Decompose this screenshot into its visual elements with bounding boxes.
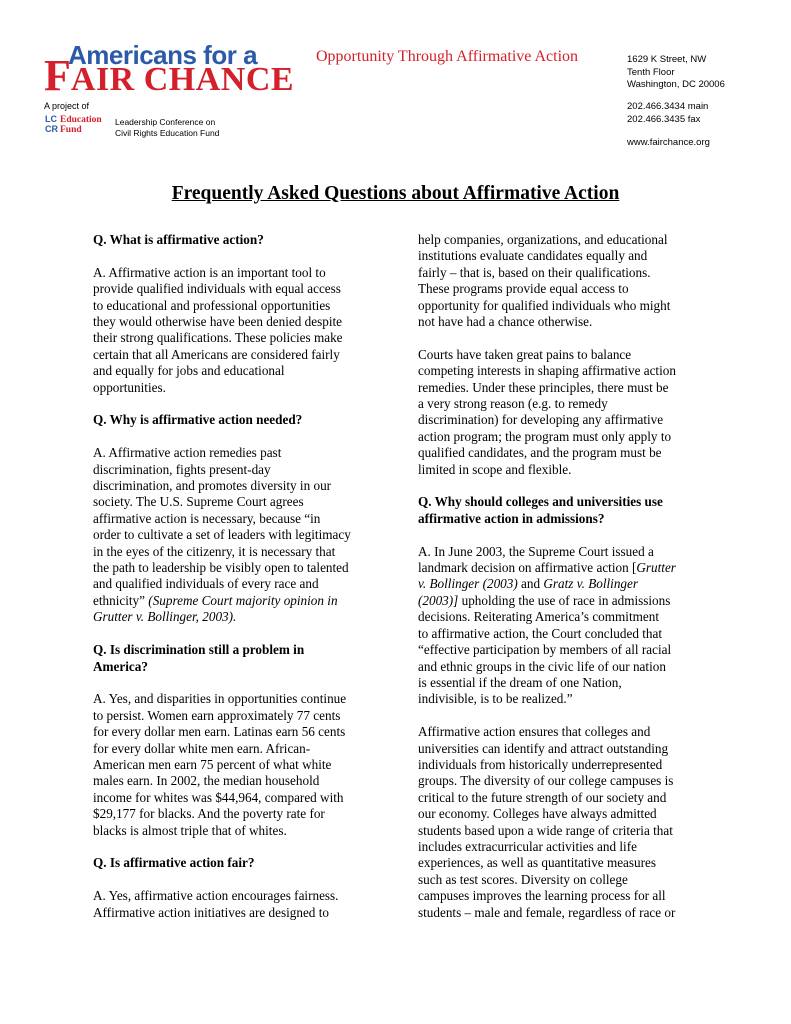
answer-line: society. The U.S. Supreme Court agrees (93, 494, 304, 510)
address-line: Washington, DC 20006 (627, 79, 725, 90)
answer-line: These programs provide equal access to (418, 281, 629, 297)
logo-americans-for-a: Americans for a (68, 40, 258, 70)
answer-line: Courts have taken great pains to balance (418, 346, 632, 362)
answer-line: such as test scores. Diversity on college (418, 871, 628, 887)
address-line: Tenth Floor (627, 66, 675, 78)
answer-line: remedies. Under these principles, there must be (418, 379, 669, 395)
question-line: Q. Why is affirmative action needed? (93, 412, 303, 428)
right-column (418, 232, 713, 937)
answer-colleges (418, 544, 713, 708)
answer-line: Affirmative action initiatives are designed to (93, 904, 329, 920)
answer-line: certain that all Americans are considered fairly (93, 346, 340, 362)
case-name: (2003)] (418, 592, 459, 608)
answer-line: students – male and female, regardless of race or (418, 904, 676, 920)
answer-line: competing interests in shaping affirmative action (418, 363, 676, 379)
citation: (Supreme Court majority opinion in (148, 592, 338, 608)
answer-line: indivisible, is to be realized.” (418, 691, 573, 707)
answer-line: and equally for jobs and educational (93, 363, 285, 379)
answer-line: opportunities. (93, 379, 166, 395)
answer-line (418, 593, 713, 609)
answer-line: groups. The diversity of our college campuses is (418, 773, 674, 789)
left-column (93, 232, 383, 937)
question-line: America? (93, 658, 148, 674)
lccr-name-line: Leadership Conference on (115, 117, 216, 127)
question-line: Q. What is affirmative action? (93, 232, 264, 247)
lccr-logo-lc: LC (45, 114, 57, 124)
lccr-logo (45, 114, 59, 136)
answer-line: and ethnic groups in the civic life of our nation (418, 658, 666, 674)
logo-fair-rest: AIR CHANCE (70, 61, 295, 98)
answer-line: A. Yes, and disparities in opportunities continue (93, 691, 347, 707)
answer-line: income for whites was $44,964, compared with (93, 789, 344, 805)
answer-line: qualified candidates, and the program must be (418, 445, 662, 461)
answer-line: blacks is almost triple that of whites. (93, 822, 287, 838)
fund-line: Fund (60, 125, 82, 135)
page-title: Frequently Asked Questions about Affirmative Action (171, 183, 620, 204)
answer-line: discrimination, fights present-day (93, 461, 271, 477)
answer-text: ethnicity” (93, 592, 149, 608)
answer-line: affirmative action is necessary, because “in (93, 510, 321, 526)
lccr-name (115, 117, 219, 138)
answer-line: is essential if the dream of one Nation, (418, 674, 622, 690)
answer-line: action program; the program must only apply to (418, 428, 672, 444)
answer-line: for every dollar white men earn. African- (93, 740, 311, 756)
answer-line: and qualified individuals of every race and (93, 576, 319, 592)
question-what-is (93, 232, 383, 248)
answer-line: A. Affirmative action is an important tool to (93, 264, 326, 280)
answer-line: order to cultivate a set of leaders with legitimacy (93, 527, 351, 543)
answer-what-is (93, 265, 383, 396)
education-fund-logo (60, 115, 102, 135)
answer-line: their strong qualifications. These policies make (93, 330, 343, 346)
courts-paragraph (418, 347, 713, 478)
answer-line: provide qualified individuals with equal access (93, 281, 341, 297)
answer-line: A. Affirmative action remedies past (93, 445, 282, 461)
answer-line (418, 560, 713, 576)
address-block (627, 54, 725, 92)
question-line: Q. Is affirmative action fair? (93, 855, 255, 871)
answer-fair (93, 888, 383, 921)
answer-line: discrimination) for developing any affirmative (418, 412, 664, 428)
answer-text: upholding the use of race in admissions (458, 592, 671, 608)
answer-line: fairly – that is, based on their qualifications. (418, 264, 651, 280)
answer-line (418, 576, 713, 592)
answer-line (93, 609, 383, 625)
question-line: affirmative action in admissions? (418, 510, 605, 526)
answer-line: institutions evaluate candidates equally and (418, 248, 648, 264)
phone-fax: 202.466.3435 fax (627, 113, 701, 125)
answer-line: includes extracurricular activities and life (418, 838, 637, 854)
case-name: v. Bollinger (2003) (418, 576, 518, 592)
logo-fair-initial: F (44, 51, 71, 100)
answer-why-needed (93, 445, 383, 625)
answer-line: students based upon a wide range of criteria that (418, 822, 673, 838)
answer-line: discrimination, and promotes diversity in our (93, 478, 332, 494)
question-colleges (418, 494, 713, 527)
answer-line: decisions. Reiterating America’s commitment (418, 609, 659, 625)
answer-line: “effective participation by members of all racial (418, 642, 672, 658)
answer-line: A. Yes, affirmative action encourages fairness. (93, 888, 339, 904)
answer-line: a very strong reason (e.g. to remedy (418, 396, 608, 412)
answer-line: American men earn 75 percent of what white (93, 756, 332, 772)
edu-line: Education (60, 115, 102, 125)
phone-block (627, 101, 708, 126)
question-why-needed (93, 412, 383, 428)
answer-line: limited in scope and flexible. (418, 461, 572, 477)
answer-text: landmark decision on affirmative action [ (418, 560, 637, 576)
answer-line: critical to the future strength of our society and (418, 789, 667, 805)
lccr-logo-cr: CR (45, 124, 58, 134)
project-label: A project of (44, 101, 90, 111)
answer-line: to educational and professional opportunities (93, 297, 331, 313)
answer-line: experiences, as well as quantitative measures (418, 855, 657, 871)
answer-line: our economy. Colleges have always admitted (418, 806, 657, 822)
citation: Grutter v. Bollinger, 2003). (93, 609, 237, 625)
answer-line: $29,177 for blacks. And the poverty rate for (93, 806, 325, 822)
answer-line: help companies, organizations, and educational (418, 232, 668, 247)
diversity-paragraph (418, 724, 713, 921)
answer-line: not have had a chance otherwise. (418, 314, 593, 330)
answer-line: campuses improves the learning process for all (418, 888, 666, 904)
phone-main: 202.466.3434 main (627, 101, 709, 112)
answer-line: universities can identify and attract outstanding (418, 740, 669, 756)
answer-line: males earn. In 2002, the median household (93, 773, 320, 789)
answer-line: opportunity for qualified individuals who might (418, 297, 671, 313)
answer-line: the path to leadership be visibly open to talented (93, 560, 349, 576)
case-name: Grutter (636, 560, 676, 576)
answer-line: Affirmative action ensures that colleges and (418, 724, 651, 740)
question-discrimination (93, 642, 383, 675)
answer-text: and (517, 576, 544, 592)
answer-line: they would otherwise have been denied despite (93, 314, 343, 330)
question-line: Q. Why should colleges and universities use (418, 494, 663, 510)
answer-line: for every dollar men earn. Latinas earn 56 cents (93, 724, 346, 740)
question-line: Q. Is discrimination still a problem in (93, 642, 305, 658)
answer-discrimination (93, 691, 383, 839)
case-name: Gratz v. Bollinger (543, 576, 639, 592)
answer-fair-continued (418, 232, 713, 330)
lccr-name-line: Civil Rights Education Fund (115, 127, 220, 138)
answer-line (93, 593, 383, 609)
website-link[interactable]: www.fairchance.org (627, 137, 710, 148)
answer-line: to affirmative action, the Court concluded that (418, 625, 663, 641)
answer-line: in the eyes of the citizenry, it is necessary that (93, 543, 336, 559)
answer-line: A. In June 2003, the Supreme Court issued a (418, 543, 654, 559)
answer-line: individuals from historically underrepresented (418, 756, 663, 772)
question-fair (93, 855, 383, 871)
tagline: Opportunity Through Affirmative Action (316, 48, 579, 65)
address-line: 1629 K Street, NW (627, 54, 707, 65)
answer-line: to persist. Women earn approximately 77 cents (93, 707, 341, 723)
